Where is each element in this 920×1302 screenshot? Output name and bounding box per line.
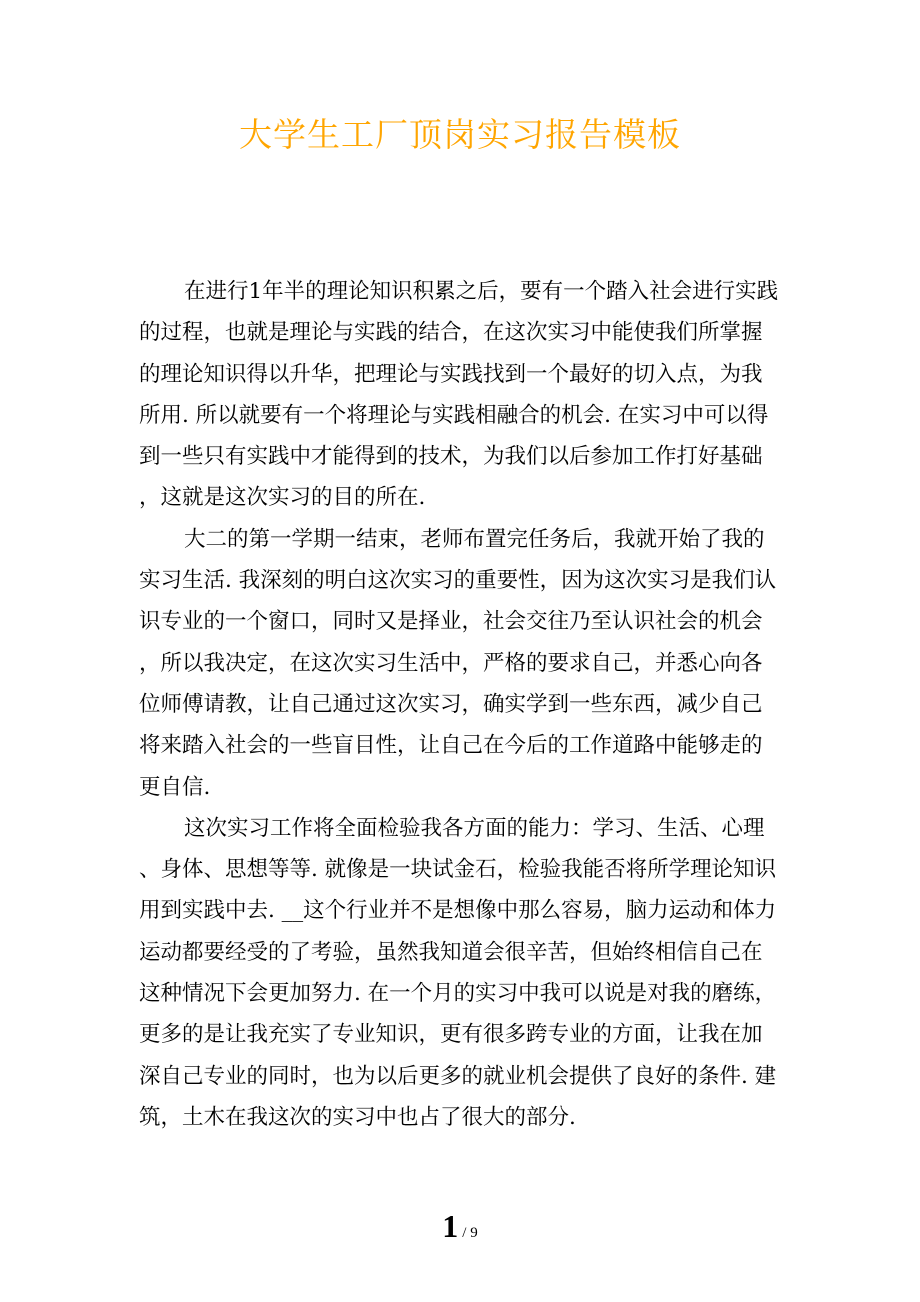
text-line: 更自信. xyxy=(139,774,211,800)
text-line: 用到实践中去. __这个行业并不是想像中那么容易，脑力运动和体力 xyxy=(139,898,777,924)
document-body xyxy=(139,271,781,1138)
text-line: 到一些只有实践中才能得到的技术，为我们以后参加工作打好基础 xyxy=(139,444,763,470)
text-line: 识专业的一个窗口，同时又是择业，社会交往乃至认识社会的机会 xyxy=(139,609,763,635)
text-line: 大二的第一学期一结束，老师布置完任务后，我就开始了我的 xyxy=(184,526,765,552)
text-line: 的理论知识得以升华，把理论与实践找到一个最好的切入点，为我 xyxy=(139,361,763,387)
text-line: 这次实习工作将全面检验我各方面的能力：学习、生活、心理 xyxy=(184,815,765,841)
text-line: 深自己专业的同时，也为以后更多的就业机会提供了良好的条件. 建 xyxy=(139,1063,777,1089)
total-pages: / 9 xyxy=(462,1225,478,1241)
text-line: 运动都要经受的了考验，虽然我知道会很辛苦，但始终相信自己在 xyxy=(139,939,763,965)
text-line: 、身体、思想等等. 就像是一块试金石，检验我能否将所学理论知识 xyxy=(139,857,777,883)
page-number xyxy=(0,1208,920,1245)
paragraph-3 xyxy=(139,808,781,1138)
text-line: 所用. 所以就要有一个将理论与实践相融合的机会. 在实习中可以得 xyxy=(139,402,769,428)
text-line: 筑，土木在我这次的实习中也占了很大的部分. xyxy=(139,1104,576,1130)
text-line: ，所以我决定，在这次实习生活中，严格的要求自己，并悉心向各 xyxy=(139,650,763,676)
text-line: 位师傅请教，让自己通过这次实习，确实学到一些东西，减少自己 xyxy=(139,691,763,717)
text-line: 在进行1年半的理论知识积累之后，要有一个踏入社会进行实践 xyxy=(184,279,779,304)
paragraph-1 xyxy=(139,271,781,519)
text-line: 实习生活. 我深刻的明白这次实习的重要性，因为这次实习是我们认 xyxy=(139,568,777,594)
text-line: ，这就是这次实习的目的所在. xyxy=(139,485,426,511)
document-title: 大学生工厂顶岗实习报告模板 xyxy=(239,115,681,154)
paragraph-2 xyxy=(139,519,781,808)
text-line: 这种情况下会更加努力. 在一个月的实习中我可以说是对我的磨练， xyxy=(139,981,777,1007)
text-line: 将来踏入社会的一些盲目性，让自己在今后的工作道路中能够走的 xyxy=(139,733,763,759)
text-line: 的过程，也就是理论与实践的结合，在这次实习中能使我们所掌握 xyxy=(139,320,763,346)
current-page-number: 1 xyxy=(442,1208,459,1244)
text-line: 更多的是让我充实了专业知识，更有很多跨专业的方面，让我在加 xyxy=(139,1022,763,1048)
